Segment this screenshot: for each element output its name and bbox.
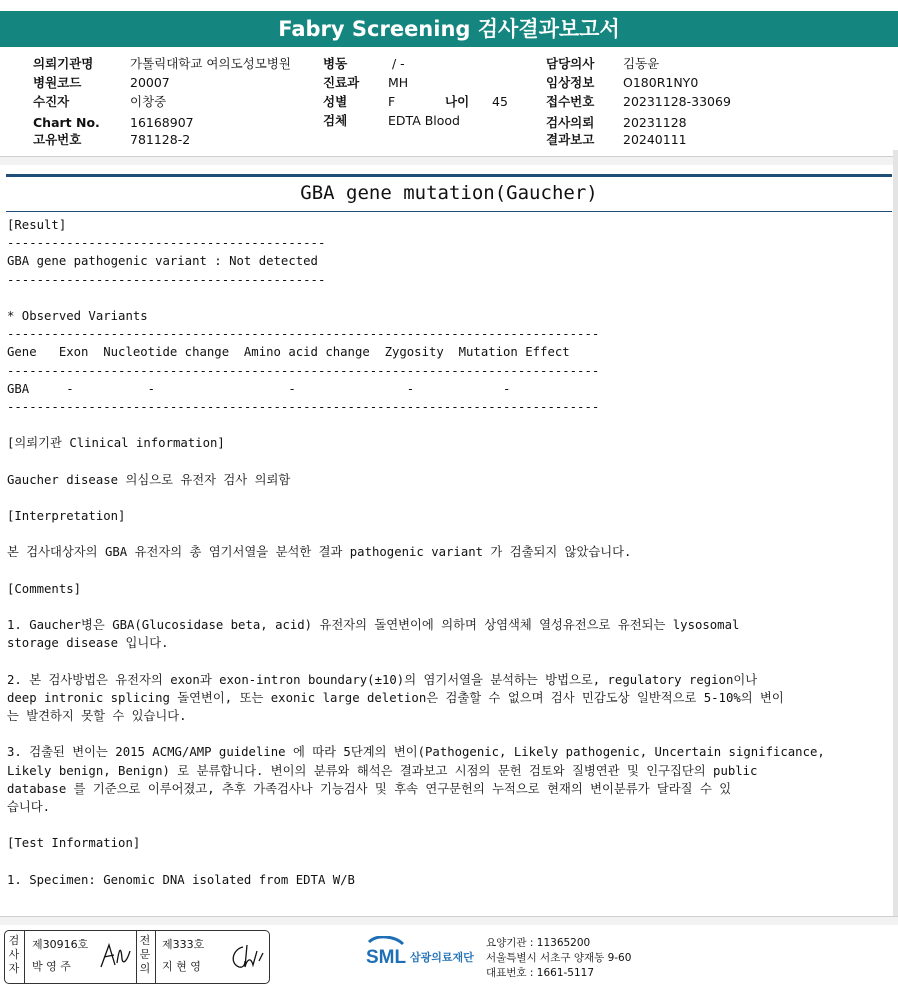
value-receipt-no: 20231128-33069 <box>623 94 731 109</box>
report-line: -------------------------------------------------------------------------------- <box>7 327 600 342</box>
report-line: deep intronic splicing 돌연변이, 또는 exonic large deletion은 검출할 수 없으며 검사 민감도상 일반적으로 5-10%의 변이 <box>7 690 784 705</box>
institute-line: 대표번호 : 1661-5117 <box>486 967 595 979</box>
label-age: 나이 <box>445 94 470 109</box>
foundation-name: 삼광의료재단 <box>410 951 474 964</box>
expert-signature <box>225 939 265 973</box>
expert-vertical-label <box>138 934 152 976</box>
expert-label-char: 전 <box>139 934 151 947</box>
value-request-date: 20231128 <box>623 115 687 130</box>
tester-signature <box>95 939 135 973</box>
report-line: -------------------------------------------------------------------------------- <box>7 399 600 414</box>
report-line: ------------------------------------------- <box>7 236 326 251</box>
report-line: 3. 검출된 변이는 2015 ACMG/AMP guideline 에 따라 5단계의 변이(Pathogenic, Likely pathogenic, Uncertain significance, <box>7 745 825 760</box>
value-report-date: 20240111 <box>623 132 687 147</box>
label-receipt-no: 접수번호 <box>546 94 595 109</box>
report-line: * Observed Variants <box>7 308 148 323</box>
label-unique-id: 고유번호 <box>33 132 82 147</box>
signature-box <box>4 930 270 984</box>
tester-label-char: 검 <box>8 934 20 947</box>
tester-name: 박 영 주 <box>32 960 71 973</box>
label-request-date: 검사의뢰 <box>546 115 595 130</box>
report-line: [Comments] <box>7 581 82 596</box>
report-line <box>7 489 887 507</box>
sml-logo <box>363 936 483 976</box>
institute-line: 요양기관 : 11365200 <box>486 937 591 949</box>
signature-divider <box>24 931 25 983</box>
value-sex: F <box>388 94 396 109</box>
value-specimen: EDTA Blood <box>388 113 460 128</box>
report-line <box>7 653 887 671</box>
label-patient: 수진자 <box>33 94 70 109</box>
report-line: GBA gene pathogenic variant : Not detected <box>7 254 318 269</box>
value-hospital-code: 20007 <box>130 75 170 90</box>
value-requesting-institution: 가톨릭대학교 여의도성모병원 <box>130 56 291 71</box>
report-line: -------------------------------------------------------------------------------- <box>7 363 600 378</box>
header-divider <box>0 156 898 165</box>
value-doctor: 김동윤 <box>623 56 660 71</box>
label-hospital-code: 병원코드 <box>33 75 82 90</box>
report-line <box>7 525 887 543</box>
tester-license-no: 제30916호 <box>32 938 89 951</box>
footer-divider <box>0 916 898 925</box>
report-line <box>7 562 887 580</box>
report-line <box>7 853 887 871</box>
label-doctor: 담당의사 <box>546 56 595 71</box>
value-chart-no: 16168907 <box>130 115 194 130</box>
report-line: storage disease 입니다. <box>7 636 169 651</box>
label-report-date: 결과보고 <box>546 132 595 147</box>
report-line: [Test Information] <box>7 836 141 851</box>
value-unique-id: 781128-2 <box>130 132 191 147</box>
report-line: 1. Specimen: Genomic DNA isolated from EDTA W/B <box>7 872 355 887</box>
expert-label-char: 의 <box>139 962 151 975</box>
label-sex: 성별 <box>323 94 348 109</box>
signature-divider <box>136 931 137 983</box>
institute-info <box>486 936 631 981</box>
report-line <box>7 725 887 743</box>
expert-name: 지 현 영 <box>162 960 201 973</box>
signature-divider <box>155 931 156 983</box>
report-line: 1. Gaucher병은 GBA(Glucosidase beta, acid) 유전자의 돌연변이에 의하며 상염색체 열성유전으로 유전되는 lysosomal <box>7 618 740 633</box>
value-clinical-info: O180R1NY0 <box>623 75 699 90</box>
value-patient: 이창중 <box>130 94 167 109</box>
report-line: GBA - - - - - <box>7 381 511 396</box>
report-line <box>7 452 887 470</box>
tester-vertical-label <box>7 934 21 976</box>
report-line: [의뢰기관 Clinical information] <box>7 436 225 451</box>
report-body <box>7 216 887 916</box>
scroll-edge <box>893 150 898 920</box>
report-title: Fabry Screening 검사결과보고서 <box>0 11 898 47</box>
report-line: Likely benign, Benign) 로 분류합니다. 변이의 분류와 해석은 결과보고 시점의 문헌 검토와 질병연관 및 인구집단의 public <box>7 763 758 778</box>
report-line <box>7 416 887 434</box>
logo-text: SML <box>366 947 407 968</box>
label-specimen: 검체 <box>323 113 348 128</box>
value-age: 45 <box>492 94 508 109</box>
report-line <box>7 289 887 307</box>
label-clinical-info: 임상정보 <box>546 75 595 90</box>
report-line: [Result] <box>7 218 67 232</box>
institute-line: 서울특별시 서초구 양재동 9-60 <box>486 952 632 964</box>
expert-label-char: 문 <box>139 948 151 961</box>
report-line <box>7 598 887 616</box>
expert-license-no: 제333호 <box>162 938 205 951</box>
report-line: Gene Exon Nucleotide change Amino acid change Zygosity Mutation Effect <box>7 345 570 360</box>
report-line <box>7 816 887 834</box>
label-ward: 병동 <box>323 56 348 71</box>
label-requesting-institution: 의뢰기관명 <box>33 56 94 71</box>
value-department: MH <box>388 75 409 90</box>
section-title: GBA gene mutation(Gaucher) <box>6 174 892 212</box>
tester-label-char: 사 <box>8 948 20 961</box>
report-line: 본 검사대상자의 GBA 유전자의 총 염기서열을 분석한 결과 pathogenic variant 가 검출되지 않았습니다. <box>7 545 632 560</box>
tester-label-char: 자 <box>8 962 20 975</box>
label-department: 진료과 <box>323 75 360 90</box>
label-chart-no: Chart No. <box>33 115 100 130</box>
report-line: 습니다. <box>7 800 51 814</box>
report-line: [Interpretation] <box>7 509 126 523</box>
report-line: 2. 본 검사방법은 유전자의 exon과 exon-intron boundary(±10)의 염기서열을 분석하는 방법으로, regulatory region이나 <box>7 672 758 687</box>
report-line: ------------------------------------------- <box>7 272 326 287</box>
patient-info-header <box>0 52 898 152</box>
report-line: Gaucher disease 의심으로 유전자 검사 의뢰함 <box>7 472 291 487</box>
value-ward: / - <box>392 56 405 71</box>
report-line: 는 발견하지 못할 수 있습니다. <box>7 709 187 724</box>
report-line: database 를 기준으로 이루어졌고, 추후 가족검사나 기능검사 및 후속 연구문헌의 누적으로 현재의 변이분류가 달라질 수 있 <box>7 781 732 796</box>
